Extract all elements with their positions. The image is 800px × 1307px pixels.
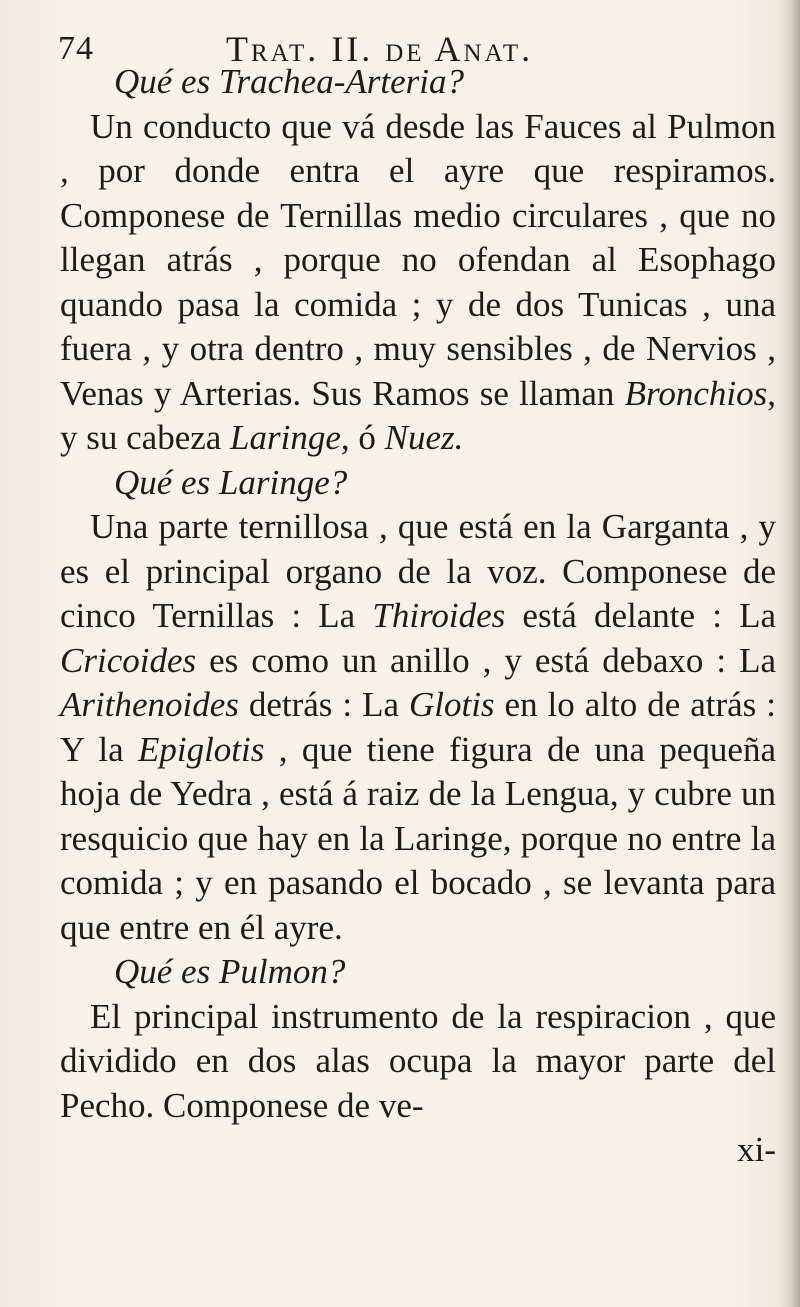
text-run: , y su cabeza xyxy=(60,373,776,457)
body-text xyxy=(60,60,776,1173)
italic-term: Arithenoides xyxy=(60,685,239,724)
text-run: detrás : La xyxy=(238,685,409,724)
catchword: xi- xyxy=(737,1130,776,1169)
italic-term: Bronchios xyxy=(624,373,768,413)
italic-term: Glotis xyxy=(408,685,495,724)
text-run: está delante : La xyxy=(505,596,776,635)
text-run: es como un anillo , y está debaxo : La xyxy=(196,640,776,680)
question-heading: Qué es Trachea-Arteria? xyxy=(114,62,464,101)
question-heading: Qué es Pulmon? xyxy=(114,952,346,991)
italic-term: Cricoides xyxy=(60,640,197,680)
answer-paragraph xyxy=(60,505,776,950)
answer-paragraph xyxy=(60,105,776,461)
italic-term: Thiroides xyxy=(372,596,506,635)
text-run: en lo alto de atrás : Y la xyxy=(60,685,776,769)
question-heading: Qué es Laringe? xyxy=(114,462,348,502)
running-head: Trat. II. de Anat. xyxy=(226,29,534,69)
text-run: Una parte ternillosa , que está en la Garganta , y es el principal organo de la voz. Componese de cinco Ternillas : La xyxy=(60,507,776,635)
italic-term: Nuez. xyxy=(384,418,464,457)
page-edge-shadow xyxy=(778,0,800,1307)
text-run: , ó xyxy=(340,418,385,457)
italic-term: Laringe xyxy=(230,418,341,457)
text-run: Un conducto que vá desde las Fauces al Pulmon , por donde entra el ayre que respiramos. Componese de Ternillas medio circulares , que no llegan atrás , porque no ofendan al Esophago quando pasa la comida ; y de dos Tunicas , una fuera , y otra dentro , muy sensibles , de Nervios , Venas y Arterias. Sus Ramos se llaman xyxy=(60,106,776,413)
page-number: 74 xyxy=(58,30,94,67)
answer-paragraph xyxy=(60,995,776,1129)
text-run: , que tiene figura de una pequeña hoja de Yedra , está á raiz de la Lengua, y cubre un resquicio que hay en la Laringe, porque no entre la comida ; y en pasando el bocado , se levanta para que entre en él ayre. xyxy=(60,729,776,947)
text-run: El principal instrumento de la respiracion , que dividido en dos alas ocupa la mayor parte del Pecho. Componese de ve- xyxy=(60,996,776,1125)
italic-term: Epiglotis xyxy=(137,729,265,769)
